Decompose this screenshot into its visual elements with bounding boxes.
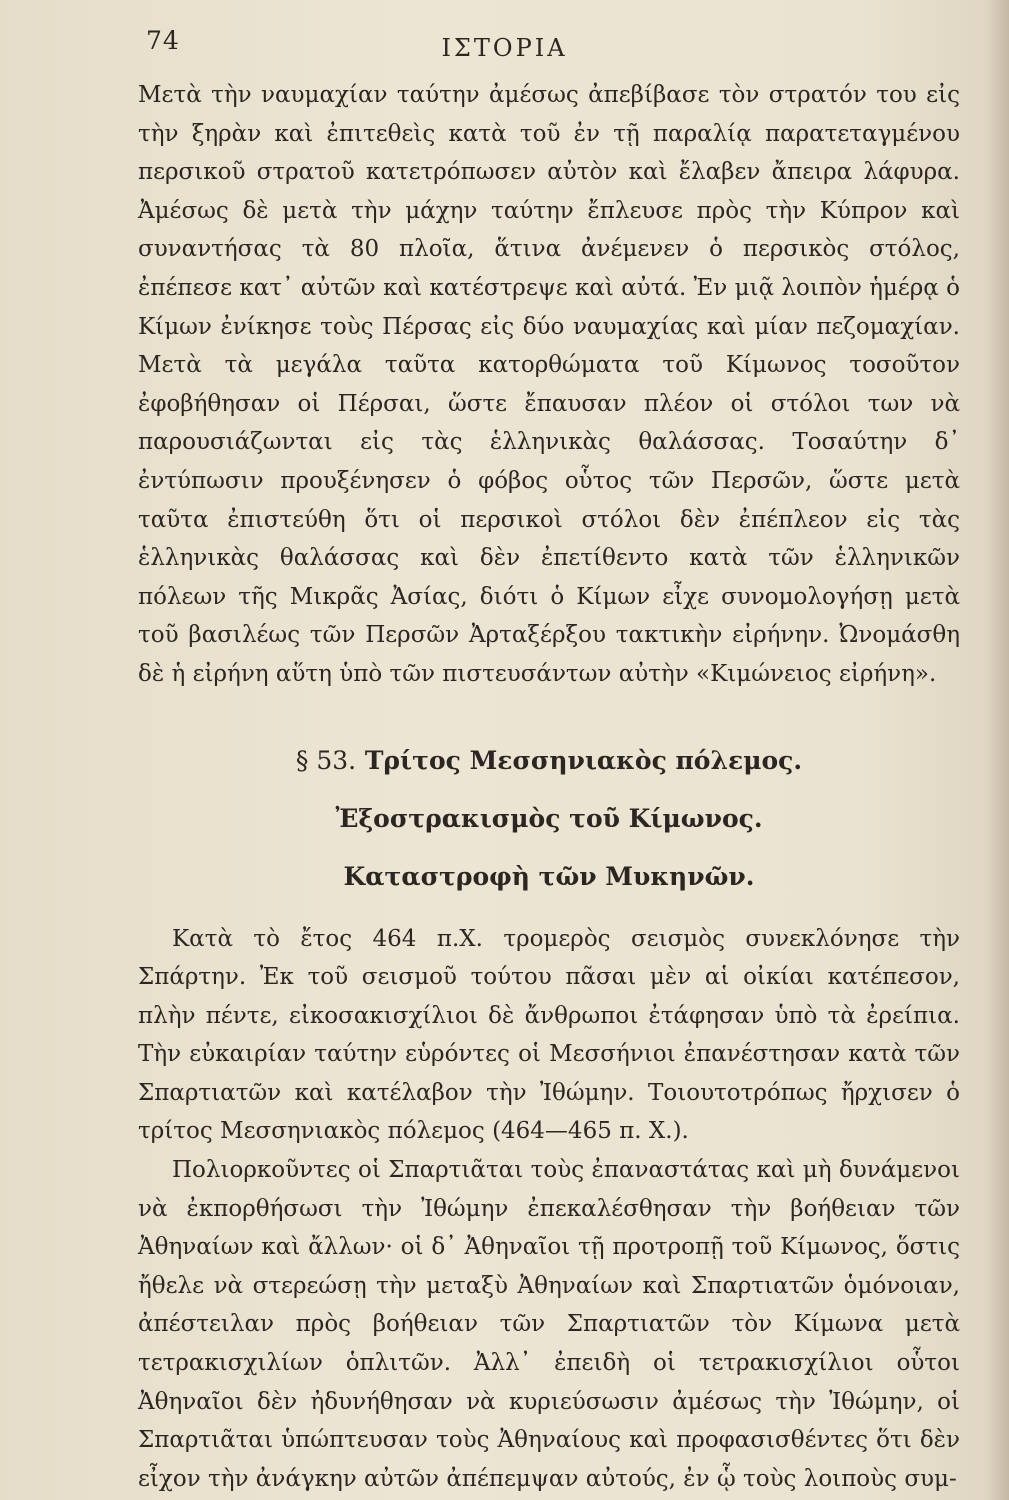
paragraph-siege-ithome: Πολιορκοῦντες οἱ Σπαρτιᾶται τοὺς ἐπαναστάτας καὶ μὴ δυνάμενοι νὰ ἐκπορθήσωσι τὴν Ἰθώμην ἐπεκαλέσθησαν τὴν βοήθειαν τῶν Ἀθηναίων καὶ ἄλλων· οἱ δ᾽ Ἀθηναῖοι τῇ προτροπῇ τοῦ Κίμωνος, ὅστις ἤθελε νὰ στερεώσῃ τὴν μεταξὺ Ἀθηναίων καὶ Σπαρτιατῶν ὁμόνοιαν, ἀπέστειλαν πρὸς βοήθειαν τῶν Σπαρτιατῶν τὸν Κίμωνα μετὰ τετρακισχιλίων ὁπλιτῶν. Ἀλλ᾽ ἐπειδὴ οἱ τετρακισχίλιοι οὗτοι Ἀθηναῖοι δὲν ἠδυνήθησαν νὰ κυριεύσωσιν ἀμέσως τὴν Ἰθώμην, οἱ Σπαρτιᾶται ὑπώπτευσαν τοὺς Ἀθηναίους καὶ προφασισθέντες ὅτι δὲν εἶχον τὴν ἀνάγκην αὐτῶν ἀπέπεμψαν αὐτούς, ἐν ᾧ τοὺς λοιποὺς συμ- [138, 1157, 960, 1492]
page-edge-shadow [987, 0, 1009, 1500]
paragraph-cimon-victories: Μετὰ τὴν ναυμαχίαν ταύτην ἀμέσως ἀπεβίβασε τὸν στρατόν του εἰς τὴν ξηρὰν καὶ ἐπιτεθεὶς κατὰ τοῦ ἐν τῇ παραλίᾳ παρατεταγμένου περσικοῦ στρατοῦ κατετρόπωσεν αὐτὸν καὶ ἔλαβεν ἄπειρα λάφυρα. Ἀμέσως δὲ μετὰ τὴν μάχην ταύτην ἔπλευσε πρὸς τὴν Κύπρον καὶ συναντήσας τὰ 80 πλοῖα, ἅτινα ἀνέμενεν ὁ περσικὸς στόλος, ἐπέπεσε κατ᾽ αὐτῶν καὶ κατέστρεψε καὶ αὐτά. Ἐν μιᾷ λοιπὸν ἡμέρᾳ ὁ Κίμων ἐνίκησε τοὺς Πέρσας εἰς δύο ναυμαχίας καὶ μίαν πεζομαχίαν. Μετὰ τὰ μεγάλα ταῦτα κατορθώματα τοῦ Κίμωνος τοσοῦτον ἐφοβήθησαν οἱ Πέρσαι, ὥστε ἔπαυσαν πλέον οἱ στόλοι των νὰ παρουσιάζωνται εἰς τὰς ἑλληνικὰς θαλάσσας. Τοσαύτην δ᾽ ἐντύπωσιν προυξένησεν ὁ φόβος οὗτος τῶν Περσῶν, ὥστε μετὰ ταῦτα ἐπιστεύθη ὅτι οἱ περσικοὶ στόλοι δὲν ἐπέπλεον εἰς τὰς ἑλληνικὰς θαλάσσας καὶ δὲν ἐπετίθεντο κατὰ τῶν ἑλληνικῶν πόλεων τῆς Μικρᾶς Ἀσίας, διότι ὁ Κίμων εἶχε συνομολογήσῃ μετὰ τοῦ βασιλέως τῶν Περσῶν Ἀρταξέρξου τακτικὴν εἰρήνην. Ὠνομάσθη δὲ ἡ εἰρήνη αὕτη ὑπὸ τῶν πιστευσάντων αὐτὴν «Κιμώνειος εἰρήνη». [138, 82, 960, 687]
section-mark: § 53. [295, 745, 357, 775]
page-number: 74 [146, 26, 180, 55]
section-title-line-1 [138, 732, 960, 790]
running-title: ΙΣΤΟΡΙΑ [441, 34, 568, 62]
paragraph-earthquake: Κατὰ τὸ ἔτος 464 π.Χ. τρομερὸς σεισμὸς συνεκλόνησε τὴν Σπάρτην. Ἐκ τοῦ σεισμοῦ τούτου πᾶσαι μὲν αἱ οἰκίαι κατέπεσον, πλὴν πέντε, εἰκοσακισχίλιοι δὲ ἄνθρωποι ἐτάφησαν ὑπὸ τὰ ἐρείπια. Τὴν εὐκαιρίαν ταύτην εὑρόντες οἱ Μεσσήνιοι ἐπανέστησαν κατὰ τῶν Σπαρτιατῶν καὶ κατέλαβον τὴν Ἰθώμην. Τοιουτοτρόπως ἤρχισεν ὁ τρίτος Μεσσηνιακὸς πόλεμος (464—465 π. Χ.). [138, 925, 960, 1145]
section-title-line-2: Ἐξοστρακισμὸς τοῦ Κίμωνος. [335, 803, 763, 833]
text-block [138, 76, 960, 1498]
section-title-line-3: Καταστροφὴ τῶν Μυκηνῶν. [343, 861, 755, 891]
section-title-text-1: Τρίτος Μεσσηνιακὸς πόλεμος. [364, 745, 803, 775]
section-heading [138, 732, 960, 906]
